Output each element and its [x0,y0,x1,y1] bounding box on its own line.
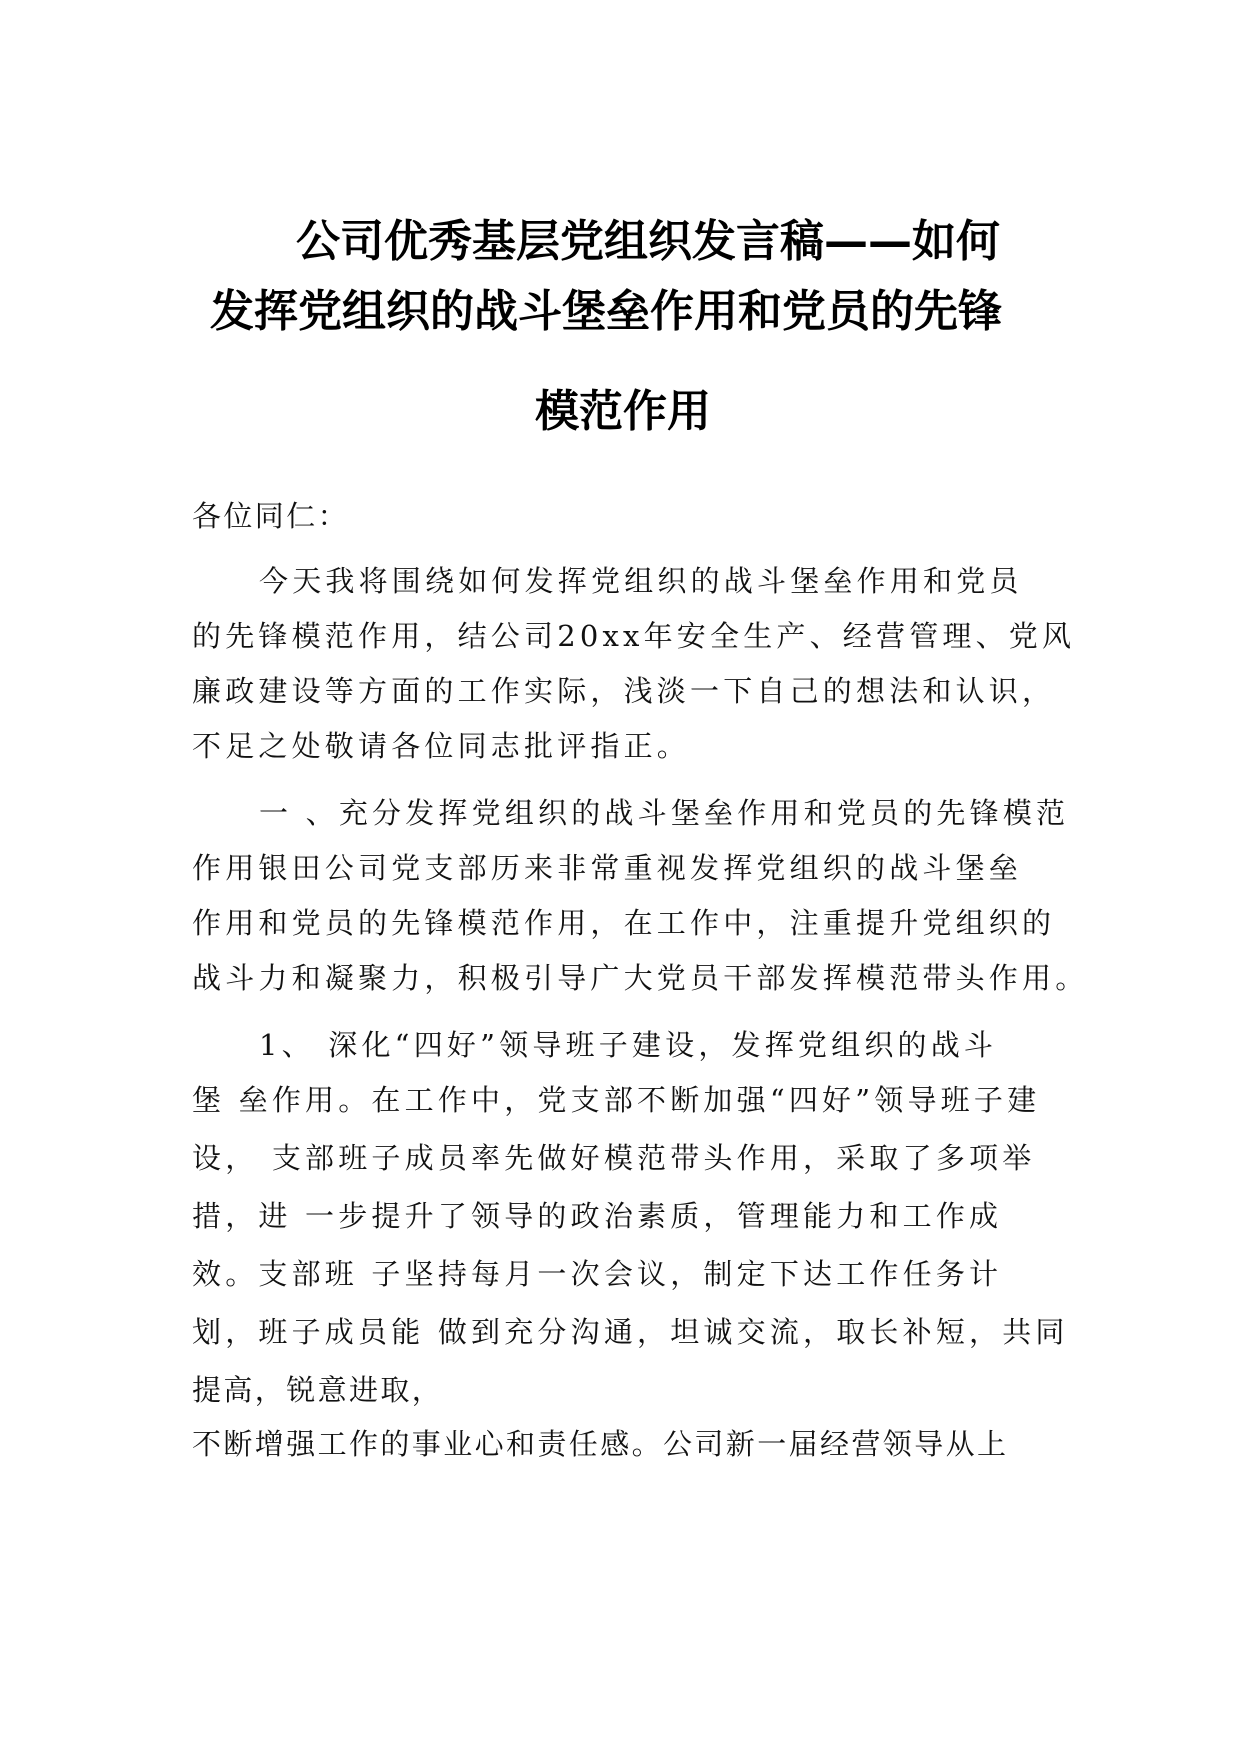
document-title-line-2: 发挥党组织的战斗堡垒作用和党员的先锋 [210,286,1002,337]
document-title-line-1: 公司优秀基层党组织发言稿——如何 [296,216,1000,267]
paragraph-line: 不足之处敬请各位同志批评指正。 [192,729,691,763]
paragraph-line: 设， 支部班子成员率先做好模范带头作用，采取了多项举 [192,1141,1036,1175]
paragraph-line: 措，进 一步提升了领导的政治素质，管理能力和工作成 [192,1199,1003,1233]
paragraph-line: 效。支部班 子坚持每月一次会议，制定下达工作任务计 [192,1257,1003,1291]
paragraph-line: 1、 深化“四好”领导班子建设，发挥党组织的战斗 [259,1028,998,1062]
paragraph-line: 今天我将围绕如何发挥党组织的战斗堡垒作用和党员 [259,564,1023,598]
document-title-line-3: 模范作用 [535,386,711,437]
paragraph-line: 的先锋模范作用，结公司20xx年安全生产、经营管理、党风 [192,619,1076,653]
paragraph-line: 作用银田公司党支部历来非常重视发挥党组织的战斗堡垒 [192,851,1023,885]
paragraph-line: 战斗力和凝聚力，积极引导广大党员干部发挥模范带头作用。 [192,961,1089,995]
salutation: 各位同仁： [192,499,350,533]
paragraph-line: 划，班子成员能 做到充分沟通，坦诚交流，取长补短，共同 [192,1315,1069,1349]
paragraph-line: 提高，锐意进取， [192,1373,444,1407]
paragraph-line: 一 、充分发挥党组织的战斗堡垒作用和党员的先锋模范 [259,796,1070,830]
paragraph-line: 堡 垒作用。在工作中，党支部不断加强“四好”领导班子建 [192,1083,1041,1117]
paragraph-line: 作用和党员的先锋模范作用，在工作中，注重提升党组织的 [192,906,1056,940]
paragraph-line: 不断增强工作的事业心和责任感。公司新一届经营领导从上 [192,1427,1009,1461]
paragraph-line: 廉政建设等方面的工作实际，浅淡一下自己的想法和认识， [192,674,1056,708]
